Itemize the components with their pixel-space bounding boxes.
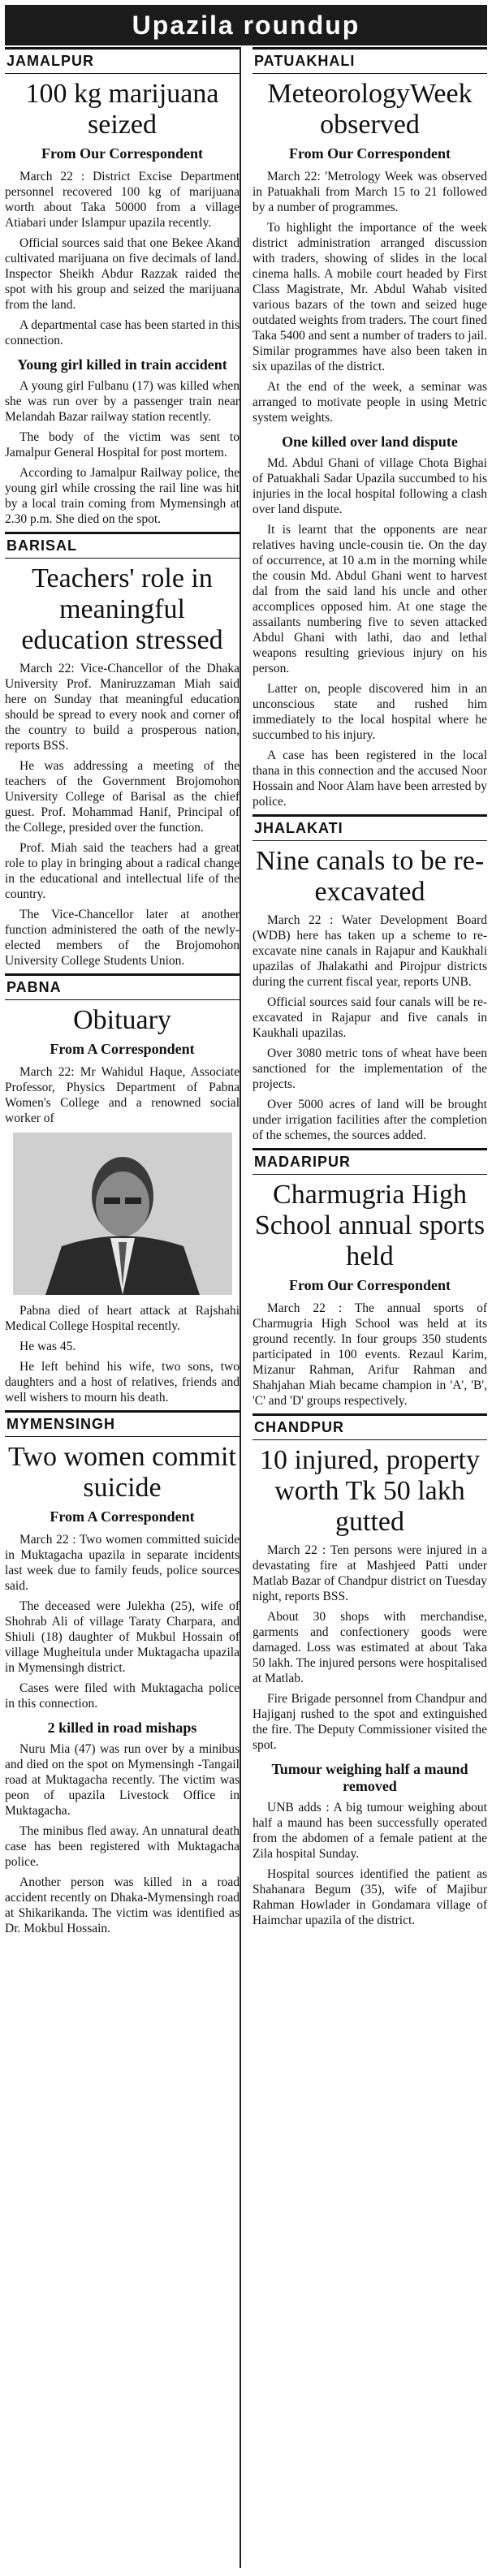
article-byline: From A Correspondent — [50, 1508, 195, 1525]
article-headline: Nine canals to be re-excavated — [255, 846, 485, 907]
article-subheadline: Young girl killed in train accident — [17, 356, 227, 373]
section-header: MYMENSINGH — [5, 1410, 240, 1437]
article-paragraph: Hospital sources identified the patient as Shahanara Begum (35), wife of Majibur Rahman Howlader in Gondamara village of Haimchar upazila of the district. — [252, 1867, 487, 1927]
article — [5, 1410, 240, 1936]
article-paragraph: A departmental case has been started in this connection. — [5, 318, 240, 347]
article-paragraph: According to Jamalpur Railway police, the young girl while crossing the rail line was hit by a local train coming from Mymensingh at 2.30 p.m. She died on the spot. — [5, 466, 240, 526]
left-column — [5, 47, 240, 1941]
article-paragraph: March 22: Mr Wahidul Haque, Associate Professor, Physics Department of Pabna Women's College and a renowned social worker of — [5, 1065, 240, 1125]
article-paragraph: March 22 : Water Development Board (WDB) here has taken up a scheme to re-excavate nine canals in Rajapur and Kaukhali upazilas of Jhalakathi and Pirojpur districts during the current fiscal year, reports UNB. — [252, 913, 487, 989]
page-banner: Upazila roundup — [5, 5, 487, 45]
article-paragraph: Latter on, people discovered him in an unconscious state and rushed him immediately to the local hospital where he succumbed to his injury. — [252, 682, 487, 742]
article-paragraph: March 22: Vice-Chancellor of the Dhaka University Prof. Maniruzzaman Miah said here on Sunday that meaningful education should be spread to every nook and corner of the country to build a prosperous nation, reports BSS. — [5, 662, 240, 753]
section-header: PATUAKHALI — [252, 47, 487, 74]
article-paragraph: At the end of the week, a seminar was arranged to motivate people in using Metric system weights. — [252, 380, 487, 425]
article-headline: Obituary — [73, 1005, 171, 1035]
section-header: JAMALPUR — [5, 47, 240, 74]
newspaper-page — [5, 5, 487, 45]
article-paragraph: March 22 : District Excise Department personnel recovered 100 kg of marijuana worth about Taka 50000 from a village Atiabari under Islampur upazila recently. — [5, 170, 240, 230]
article-paragraph: Over 3080 metric tons of wheat have been sanctioned for the implementation of the projects. — [252, 1046, 487, 1091]
article-paragraph: March 22: 'Metrology Week was observed in Patuakhali from March 15 to 21 followed by a number of programmes. — [252, 170, 487, 214]
section-header: JHALAKATI — [252, 814, 487, 841]
article — [5, 973, 240, 1405]
article — [252, 1413, 487, 1928]
article-paragraph: Another person was killed in a road accident recently on Dhaka-Mymensingh road at Shikarikanda. The victim was identified as Dr. Mokbul Hossain. — [5, 1875, 240, 1935]
article-paragraph: The Vice-Chancellor later at another function administered the oath of the newly-elected members of the Brojomohon University College Students Union. — [5, 908, 240, 968]
article-headline: Two women commit suicide — [8, 1442, 236, 1503]
article-paragraph: Nuru Mia (47) was run over by a minibus and died on the spot on Mymensingh -Tangail road at Muktagacha recently. The victim was peon of upazila Livestock Office in Muktagacha. — [5, 1742, 240, 1818]
article-byline: From Our Correspondent — [288, 1277, 451, 1293]
article-byline: From A Correspondent — [50, 1041, 195, 1057]
article-paragraph: About 30 shops with merchandise, garments and confectionery goods were damaged. Loss was estimated at about Taka 50 lakh. The injured persons were hospitalised at Matlab. — [252, 1610, 487, 1685]
article-subheadline: One killed over land dispute — [282, 434, 458, 450]
article-paragraph: A young girl Fulbanu (17) was killed when she was run over by a passenger train near Melandah Bazar railway station recently. — [5, 379, 240, 424]
article-subheadline: 2 killed in road mishaps — [47, 1719, 197, 1736]
columns — [5, 47, 487, 1941]
section-header: MADARIPUR — [252, 1148, 487, 1175]
article-paragraph: Over 5000 acres of land will be brought under irrigation facilities after the completion of the schemes, the sources added. — [252, 1098, 487, 1142]
article-paragraph: Pabna died of heart attack at Rajshahi Medical College Hospital recently. — [5, 1304, 240, 1333]
article-paragraph: March 22 : The annual sports of Charmugria High School was held at its ground recently. In four groups 350 students participated in 100 events. Rezaul Karim, Mizanur Rahman, Arifur Rahman and Shahjahan Miah became champion in 'A', 'B', 'C' and 'D' groups respectively. — [252, 1301, 487, 1408]
article-paragraph: To highlight the importance of the week district administration arranged discussion with traders, showing of slides in the local cinema halls. A mobile court headed by First Class Magistrate, Mr. Abdul Wahab visited various bazars of the town and seized huge outdated weights from traders. The court fined Taka 5400 and sent a number of traders to jail. Similar programmes have also been taken in six upazilas of the district. — [252, 221, 487, 373]
article-paragraph: Fire Brigade personnel from Chandpur and Hajiganj rushed to the spot and extinguished the fire. The Deputy Commissioner visited the spot. — [252, 1692, 487, 1752]
article-paragraph: The deceased were Julekha (25), wife of Shohrab Ali of village Taraty Charpara, and Shiuli (18) daughter of Mukbul Hossain of village Mugheitula under Muktagacha upazila in Mymensingh district. — [5, 1599, 240, 1675]
article-paragraph: A case has been registered in the local thana in this connection and the accused Noor Hossain and Noor Alam have been arrested by police. — [252, 749, 487, 809]
article — [5, 47, 240, 527]
article — [252, 47, 487, 809]
section-header: CHANDPUR — [252, 1413, 487, 1440]
article-paragraph: It is learnt that the opponents are near relatives having uncle-cousin tie. On the day of occurrence, at 10 a.m in the morning while the cousin Md. Abdul Ghani went to harvest dal from the said land his uncle and other accomplices opposed him. At one stage the assailants numbering five to seven attacked Abdul Ghani with lathi, dao and lethal weapons resulting grievious injury on his person. — [252, 523, 487, 675]
right-column — [252, 47, 487, 1941]
article-paragraph: Md. Abdul Ghani of village Chota Bighai of Patuakhali Sadar Upazila succumbed to his injuries in the local hospital following a clash over land dispute. — [252, 456, 487, 516]
article-paragraph: Official sources said that one Bekee Akand cultivated marijuana on five decimals of land. Inspector Sheikh Abdur Razzak raided the spot with his group and seized the marijuana from the land. — [5, 236, 240, 312]
section-header: PABNA — [5, 973, 240, 1000]
article-paragraph: He left behind his wife, two sons, two daughters and a host of relatives, friends and well wishers to mourn his death. — [5, 1360, 240, 1405]
article-paragraph: March 22 : Two women committed suicide in Muktagacha upazila in separate incidents last week due to family feuds, police sources said. — [5, 1533, 240, 1593]
portrait-photo — [13, 1133, 232, 1295]
article-paragraph: The body of the victim was sent to Jamalpur General Hospital for post mortem. — [5, 430, 240, 460]
section-header: BARISAL — [5, 532, 240, 559]
article-subheadline: Tumour weighing half a maund removed — [271, 1761, 468, 1794]
article-paragraph: March 22 : Ten persons were injured in a devastating fire at Mashjeed Patti under Matlab Bazar of Chandpur district on Tuesday night, reports BSS. — [252, 1543, 487, 1603]
article-headline: MeteorologyWeek observed — [267, 79, 473, 140]
article-paragraph: Official sources said four canals will be re-excavated in Rajapur and five canals in Kaukhali upazilas. — [252, 995, 487, 1040]
article-paragraph: The minibus fled away. An unnatural death case has been registered with Muktagacha police. — [5, 1824, 240, 1869]
article-paragraph: UNB adds : A big tumour weighing about half a maund has been successfully operated from the abdomen of a female patient at the Zila hospital Sunday. — [252, 1801, 487, 1861]
article — [5, 532, 240, 969]
article-paragraph: He was addressing a meeting of the teachers of the Government Brojomohon University College of Barisal as the chief guest. Prof. Mohammad Hanif, Principal of the College, presided over the function. — [5, 759, 240, 835]
article-byline: From Our Correspondent — [41, 145, 203, 162]
article-byline: From Our Correspondent — [288, 145, 451, 162]
article-headline: 100 kg marijuana seized — [25, 79, 219, 140]
article-paragraph: Cases were filed with Muktagacha police in this connection. — [5, 1681, 240, 1711]
article-paragraph: Prof. Miah said the teachers had a great role to play in bringing about a radical change in the educational and intellectual life of the country. — [5, 841, 240, 901]
article-paragraph: He was 45. — [19, 1340, 76, 1353]
article-headline: 10 injured, property worth Tk 50 lakh gutted — [260, 1445, 480, 1537]
article-headline: Charmugria High School annual sports held — [254, 1180, 486, 1271]
article — [252, 814, 487, 1143]
article — [252, 1148, 487, 1409]
article-headline: Teachers' role in meaningful education stressed — [21, 563, 223, 655]
